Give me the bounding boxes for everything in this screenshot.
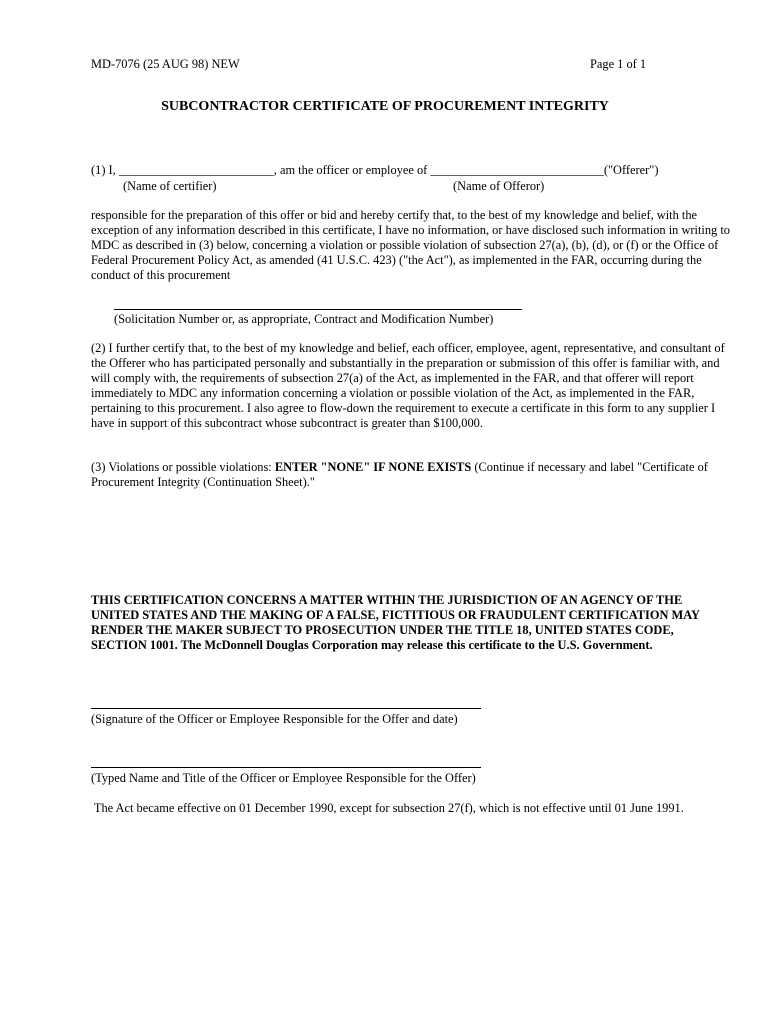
violations-prefix: (3) Violations or possible violations: (91, 460, 275, 474)
violations-paragraph (91, 460, 731, 490)
solicitation-number-label: (Solicitation Number or, as appropriate, Contract and Modification Number) (114, 312, 494, 326)
legal-warning: THIS CERTIFICATION CONCERNS A MATTER WITHIN THE JURISDICTION OF AN AGENCY OF THE UNITED STATES AND THE MAKING OF A FALSE, FICTITIOUS OR FRAUDULENT CERTIFICATION MAY RENDER THE MAKER SUBJECT TO PROSECUTION UNDER THE TITLE 18, UNITED STATES CODE, SECTION 1001. The McDonnell Douglas Corporation may release this certificate to the U.S. Government. (91, 593, 700, 652)
name-of-certifier-label: (Name of certifier) (123, 179, 217, 193)
certification-paragraph-2: (2) I further certify that, to the best of my knowledge and belief, each officer, employee, agent, representative, and consultant of the Offerer who has participated personally and substantially in the preparation or submission of this offer is familiar with, and will comply with, the requirements of subsection 27(a) of the Act, as implemented in the FAR, and that offerer will report immediately to MDC any information concerning a violation or possible violation of the Act, as implemented in the FAR, pertaining to this procurement. I also agree to flow-down the requirement to execute a certificate in this form to any supplier I have in support of this subcontract whose subcontract is greater than $100,000. (91, 341, 725, 430)
solicitation-number-line (114, 309, 522, 310)
signature-line (91, 708, 481, 709)
signature-label: (Signature of the Officer or Employee Responsible for the Offer and date) (91, 712, 458, 726)
effective-date-note: The Act became effective on 01 December 1990, except for subsection 27(f), which is not effective until 01 June 1991. (91, 801, 684, 815)
typed-name-label: (Typed Name and Title of the Officer or Employee Responsible for the Offer) (91, 771, 476, 785)
form-id: MD-7076 (25 AUG 98) NEW (91, 57, 240, 71)
document-title: SUBCONTRACTOR CERTIFICATE OF PROCUREMENT INTEGRITY (161, 99, 609, 114)
typed-name-line (91, 767, 481, 768)
page-number: Page 1 of 1 (590, 57, 647, 71)
certification-paragraph-1: responsible for the preparation of this offer or bid and hereby certify that, to the best of my knowledge and belief, with the exception of any information described in this certificate, I have no information, or have disclosed such information in writing to MDC as described in (3) below, concerning a violation or possible violation of subsection 27(a), (b), (d), or (f) or the Office of Federal Procurement Policy Act, as amended (41 U.S.C. 423) ("the Act"), as implemented in the FAR, occurring during the conduct of this procurement (91, 208, 730, 282)
name-of-offeror-label: (Name of Offeror) (453, 179, 545, 193)
enter-none-instruction: ENTER "NONE" IF NONE EXISTS (274, 460, 472, 474)
violations-suffix: (Continue if necessary and label "Certificate of Procurement Integrity (Continuation Sheet)." (91, 460, 708, 489)
certifier-line: (1) I, _________________________, am the officer or employee of ____________________________("Offerer") (91, 163, 659, 177)
